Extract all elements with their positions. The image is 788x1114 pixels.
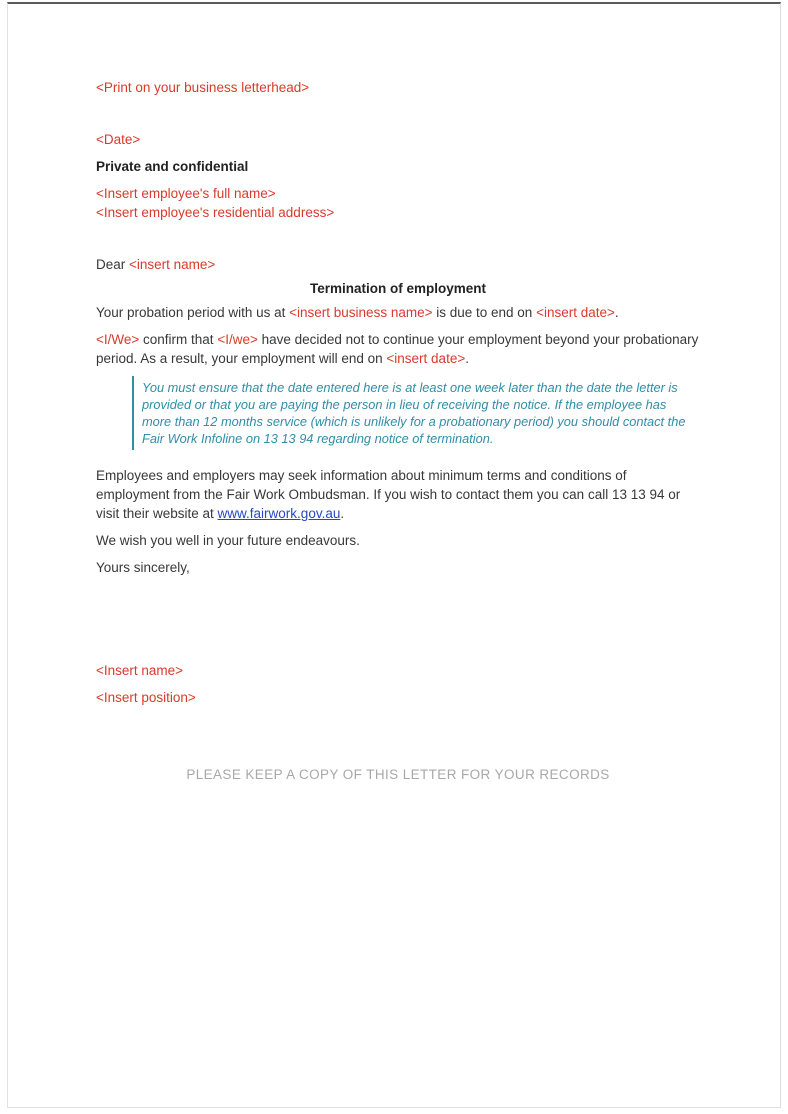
fairwork-link[interactable]: www.fairwork.gov.au	[217, 506, 341, 521]
paragraph-decision	[96, 330, 700, 368]
fairwork-text: Employees and employers may seek information about minimum terms and conditions of employment from the Fair Work Ombudsman. If you wish to contact them you can call 13 13 94 or visit their website at	[96, 468, 681, 521]
decision-text-2: have decided not to continue your employment beyond your probationary period. As a result, your employment will end on	[96, 332, 699, 366]
signoff: Yours sincerely,	[96, 560, 190, 575]
subject-heading: Termination of employment	[309, 281, 486, 296]
employee-details	[96, 184, 700, 222]
i-we-lower-placeholder: <I/we>	[217, 332, 258, 347]
salutation	[96, 255, 700, 274]
probation-text-2: is due to end on	[432, 305, 537, 320]
business-name-placeholder: <insert business name>	[289, 305, 433, 320]
paragraph-fairwork-info	[96, 466, 700, 523]
probation-text: Your probation period with us at	[96, 305, 290, 320]
paragraph-probation	[96, 303, 700, 322]
employment-end-date-placeholder: <insert date>	[386, 351, 466, 366]
confidential-label: Private and confidential	[96, 159, 249, 174]
decision-text: confirm that	[139, 332, 218, 347]
letter-page	[7, 2, 781, 1108]
keep-copy-notice: PLEASE KEEP A COPY OF THIS LETTER FOR YOUR RECORDS	[186, 767, 610, 782]
notice-period-note: You must ensure that the date entered here is at least one week later than the date the letter is provided or that you are paying the person in lieu of receiving the notice. If the employee has more than 12 months service (which is unlikely for a probationary period) you should contact the Fair Work Infoline on 13 13 94 regarding notice of termination.	[132, 376, 700, 450]
employee-name-placeholder: <Insert employee's full name>	[96, 186, 276, 201]
probation-period-mark: .	[614, 305, 619, 320]
signature-name-placeholder: <Insert name>	[96, 663, 184, 678]
letterhead-placeholder: <Print on your business letterhead>	[96, 80, 310, 95]
closing-wishes: We wish you well in your future endeavours.	[96, 533, 360, 548]
letter-content	[8, 4, 780, 784]
date-placeholder: <Date>	[96, 132, 141, 147]
salutation-name-placeholder: <insert name>	[129, 257, 216, 272]
employee-address-placeholder: <Insert employee's residential address>	[96, 205, 335, 220]
end-date-placeholder: <insert date>	[536, 305, 615, 320]
fairwork-period-mark: .	[340, 506, 345, 521]
i-we-placeholder: <I/We>	[96, 332, 140, 347]
salutation-prefix: Dear	[96, 257, 130, 272]
decision-period-mark: .	[465, 351, 469, 366]
signature-position-placeholder: <Insert position>	[96, 690, 196, 705]
